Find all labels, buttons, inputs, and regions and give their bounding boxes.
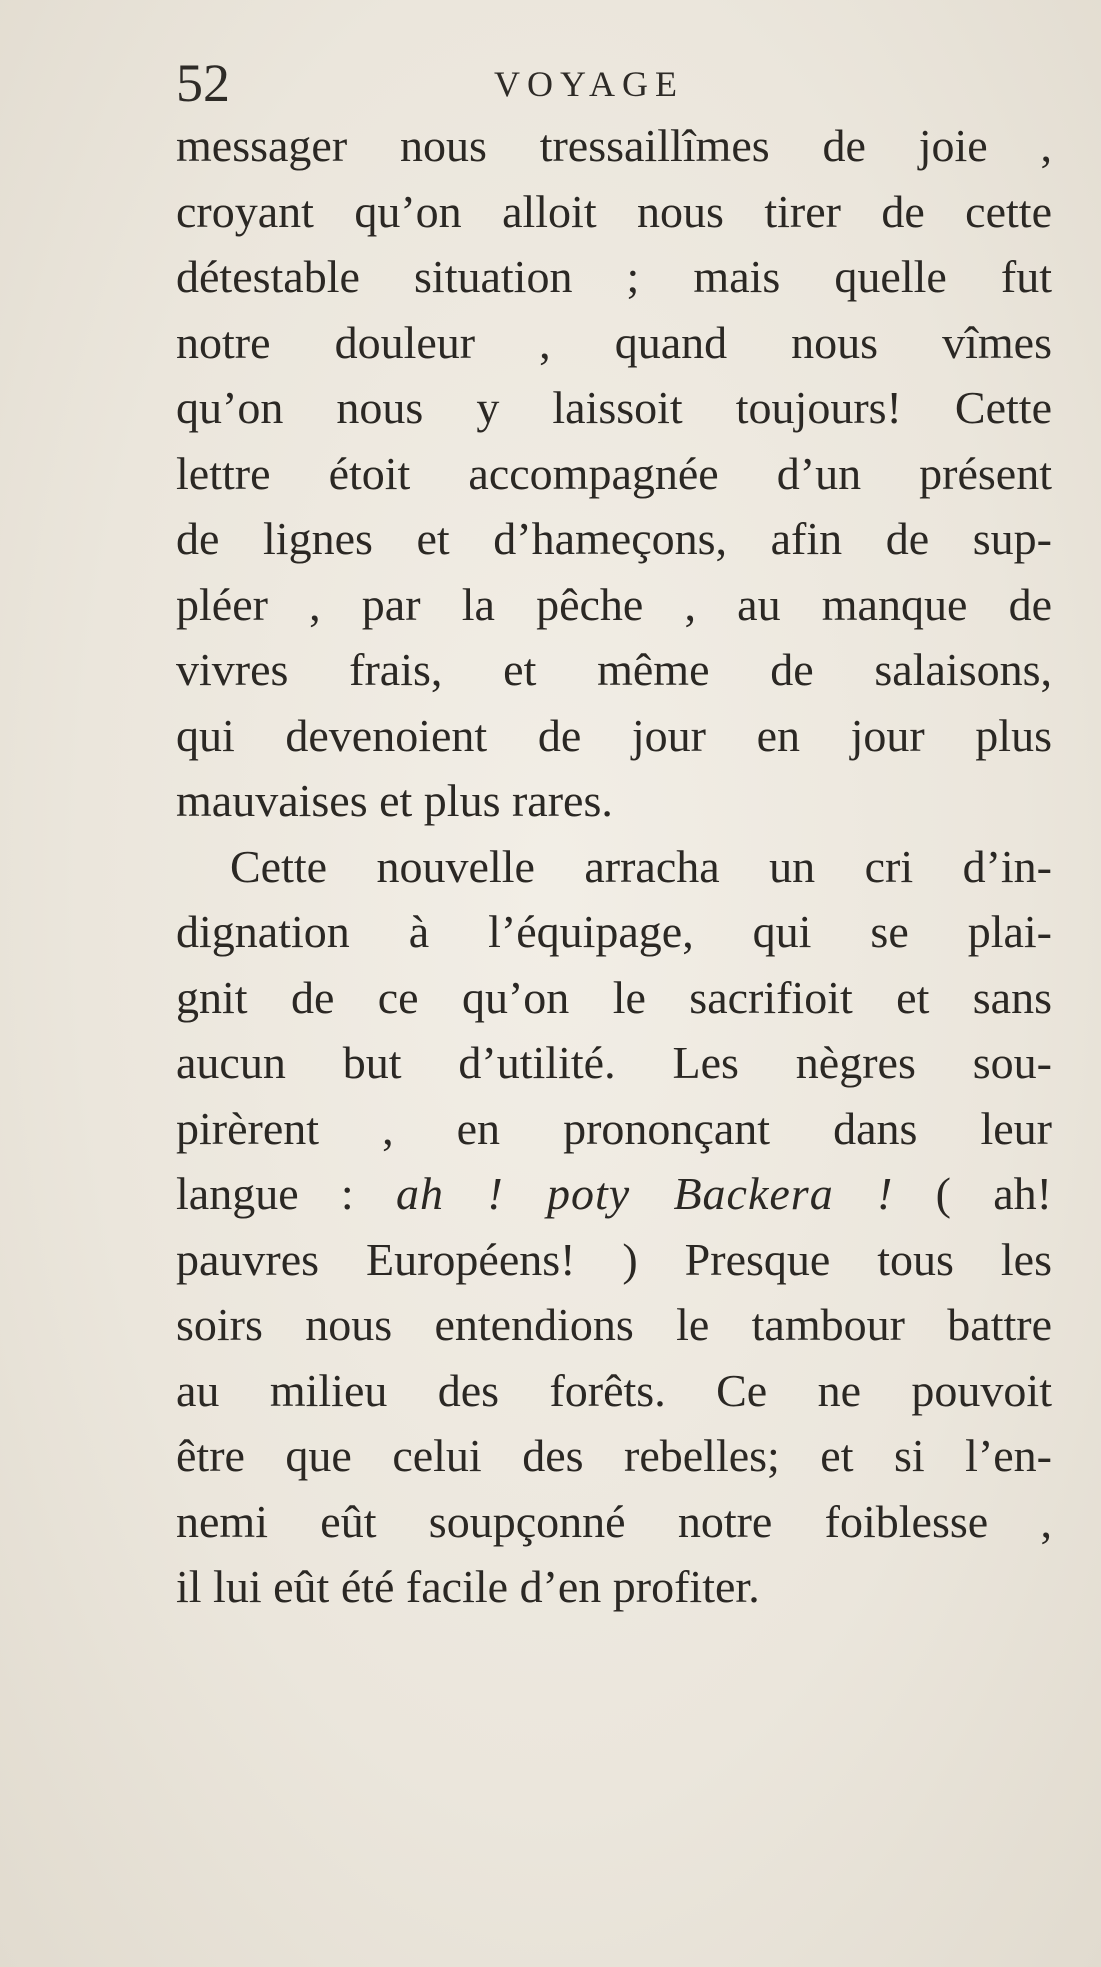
text-line: messager nous tressaillîmes de joie , [176, 120, 1052, 171]
text-line: pléer , par la pêche , au manque de [176, 578, 1052, 630]
text-line: nemi eût soupçonné notre foiblesse , [176, 1495, 1052, 1547]
text-line: aucun but d’utilité. Les nègres sou- [176, 1037, 1052, 1088]
text-line: soirs nous entendions le tambour battre [176, 1299, 1052, 1350]
text-line: lettre étoit accompagnée d’un présent [176, 447, 1052, 499]
text-segment: ( ah! [935, 1168, 1052, 1219]
body-text [176, 113, 1052, 1620]
text-line: de lignes et d’hameçons, afin de sup- [176, 513, 1052, 564]
text-line: notre douleur , quand nous vîmes [176, 316, 1052, 368]
text-line-with-quotation [176, 1161, 1052, 1227]
text-line: qu’on nous y laissoit toujours! Cette [176, 382, 1052, 433]
text-segment: langue : [176, 1168, 354, 1219]
text-line-paragraph-end: il lui eût été facile d’en profiter. [176, 1561, 760, 1612]
creole-quotation: ah ! poty Backera ! [396, 1168, 894, 1219]
text-line: qui devenoient de jour en jour plus [176, 709, 1052, 761]
text-line: vivres frais, et même de salaisons, [176, 644, 1052, 695]
text-line: détestable situation ; mais quelle fut [176, 251, 1052, 302]
text-line: dignation à l’équipage, qui se plai- [176, 906, 1052, 957]
page-number: 52 [176, 53, 230, 113]
text-line: être que celui des rebelles; et si l’en- [176, 1430, 1052, 1481]
text-line: au milieu des forêts. Ce ne pouvoit [176, 1364, 1052, 1416]
text-line: pauvres Européens! ) Presque tous les [176, 1233, 1052, 1285]
text-line-paragraph-end: mauvaises et plus rares. [176, 775, 613, 826]
text-line: pirèrent , en prononçant dans leur [176, 1102, 1052, 1154]
text-line: gnit de ce qu’on le sacrifioit et sans [176, 971, 1052, 1023]
text-line: croyant qu’on alloit nous tirer de cette [176, 185, 1052, 237]
text-line-paragraph-start: Cette nouvelle arracha un cri d’in- [230, 840, 1052, 892]
running-title: VOYAGE [494, 64, 684, 104]
page-header [176, 48, 1046, 118]
